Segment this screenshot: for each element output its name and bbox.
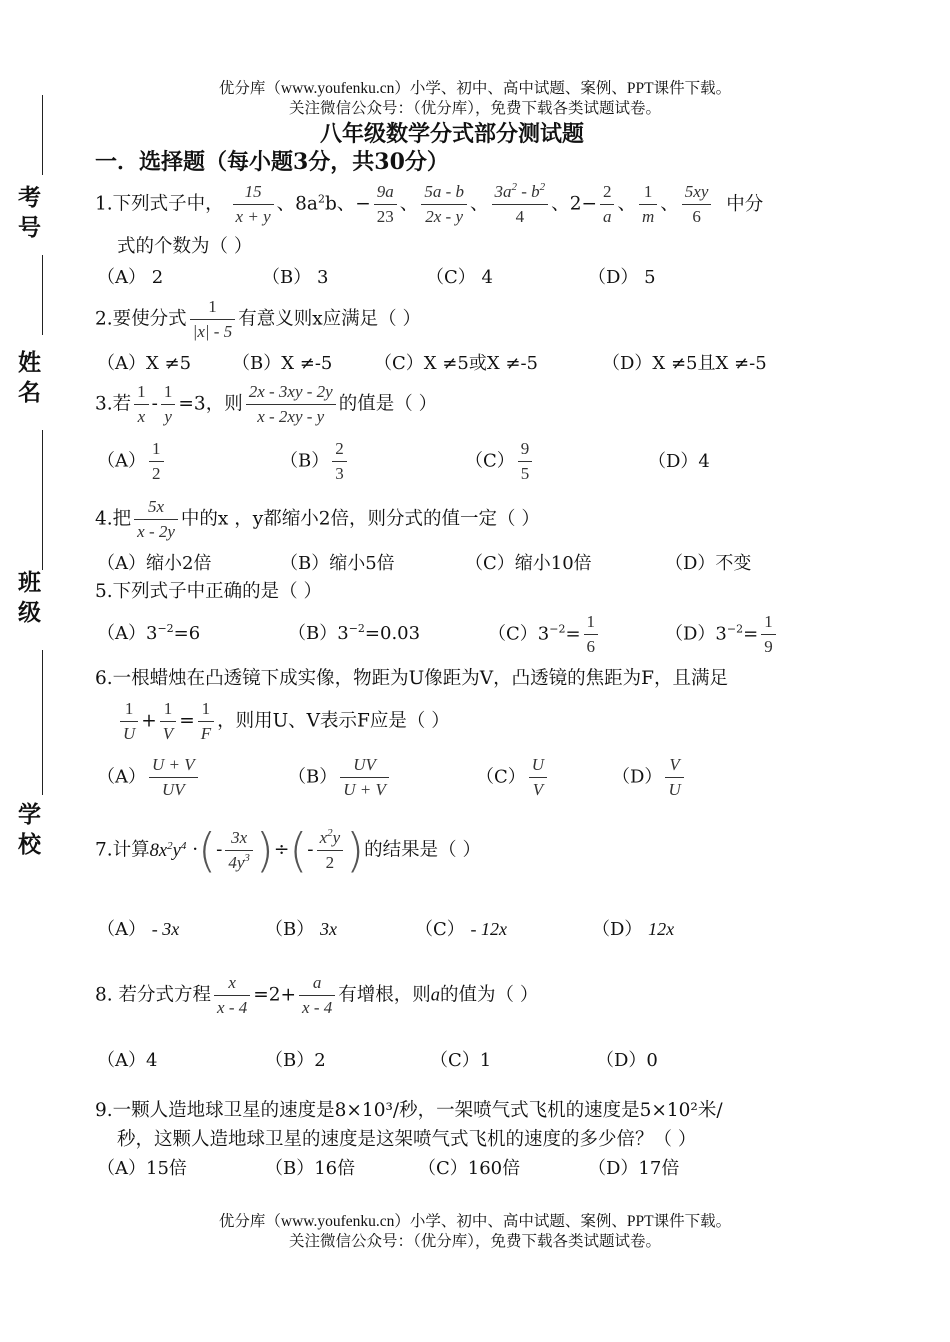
question-6: 6.一根蜡烛在凸透镜下成实像，物距为U像距为V，凸透镜的焦距为F，且满足 — [95, 668, 728, 689]
option-a: （A）X ≠5 — [97, 353, 192, 374]
option-a: （A） $\frac{1}{2}$ — [97, 437, 167, 486]
fraction: $\frac{1}{|x| - 5}$ — [190, 295, 236, 344]
fraction: $\frac{15}{x + y}$ — [233, 180, 274, 229]
option-b: （B） $\frac{UV}{U + V}$ — [288, 753, 392, 802]
option-a: （A）缩小2倍 — [97, 553, 212, 574]
option-d: （D）0 — [596, 1050, 658, 1071]
binding-line — [42, 95, 43, 175]
option-a: （A） - 3x — [97, 919, 180, 940]
binding-line — [42, 650, 43, 795]
option-c: （C）1 — [430, 1050, 492, 1071]
fraction: $\frac{5xy}{6}$ — [682, 180, 712, 229]
option-c: （C） 4 — [426, 267, 493, 288]
option-c: （C） - 12x — [415, 919, 507, 940]
option-d: （D）X ≠5且X ≠-5 — [602, 353, 767, 374]
footer-line-2: 关注微信公众号：（优分库），免费下载各类试题试卷。 — [288, 1233, 661, 1250]
option-b: （B） 3 — [262, 267, 329, 288]
fraction: $\frac{x}{x - 4}$ — [214, 971, 250, 1020]
section-heading: 一．选择题（每小题3分，共30分） — [95, 149, 449, 175]
option-d: $(D)3^{-2}=$ $\frac{1}{9}$ — [665, 610, 779, 659]
binding-line — [42, 430, 43, 570]
fraction: $\frac{2}{a}$ — [600, 180, 615, 229]
question-2: 2.要使分式 $\frac{1}{|x| - 5}$ 有意义则x应满足（ ） — [95, 295, 421, 344]
fraction: $\frac{1}{U}$ — [120, 697, 138, 746]
footer-line-1: 优分库（www.youfenku.cn）小学、初中、高中试题、案例、PPT课件下载。 — [218, 1213, 732, 1230]
option-a: （A）15倍 — [97, 1158, 187, 1179]
option-b: （B）16倍 — [265, 1158, 356, 1179]
fraction: $\frac{x^2y}{2}$ — [317, 826, 344, 875]
fraction: $\frac{1}{x}$ — [134, 380, 149, 429]
option-c: （C）缩小10倍 — [465, 553, 592, 574]
fraction: $\frac{1}{y}$ — [161, 380, 176, 429]
label-school: 学校 — [18, 802, 41, 858]
question-6-line-2: $\frac{1}{U}$ + $\frac{1}{V}$ = $\frac{1}{F}$ ，则用U、V表示F应是（ ） — [117, 697, 450, 746]
option-c: （C）160倍 — [418, 1158, 521, 1179]
fraction: $\frac{5x}{x - 2y}$ — [134, 495, 178, 544]
option-d: （D）17倍 — [588, 1158, 680, 1179]
option-b: $(B)3^{-2}=0.03$ — [288, 622, 421, 644]
fraction: $\frac{2x - 3xy - 2y}{x - 2xy - y}$ — [246, 380, 336, 429]
option-c: （C） $\frac{9}{5}$ — [465, 437, 535, 486]
option-b: （B） $\frac{2}{3}$ — [280, 437, 350, 486]
option-d: （D） 5 — [588, 267, 656, 288]
option-b: （B）X ≠-5 — [232, 353, 333, 374]
option-a: $(A)3^{-2}=6$ — [97, 622, 201, 644]
header-line-1: 优分库（www.youfenku.cn）小学、初中、高中试题、案例、PPT课件下载。 — [218, 80, 732, 97]
fraction: $\frac{3x}{4y^3}$ — [225, 826, 253, 875]
fraction: $\frac{1}{V}$ — [160, 697, 176, 746]
label-class: 班级 — [18, 570, 41, 626]
option-b: （B） 3x — [265, 919, 337, 940]
question-1-line-2: 式的个数为（ ） — [117, 236, 253, 257]
fraction: $\frac{3a^2 - b^2}{4}$ — [492, 180, 549, 229]
fraction: $\frac{9a}{23}$ — [374, 180, 397, 229]
option-d: （D）4 — [648, 451, 710, 472]
question-9-line-2: 秒，这颗人造地球卫星的速度是这架喷气式飞机的速度的多少倍？（ ） — [117, 1129, 697, 1150]
question-9: 9.一颗人造地球卫星的速度是8×10³/秒，一架喷气式飞机的速度是5×10²米/ — [95, 1100, 723, 1121]
option-c: $(C)3^{-2}=$ $\frac{1}{6}$ — [488, 610, 601, 659]
option-b: （B）缩小5倍 — [280, 553, 395, 574]
page-title: 八年级数学分式部分测试题 — [320, 121, 585, 147]
option-c: （C）X ≠5或X ≠-5 — [374, 353, 538, 374]
fraction: $\frac{1}{F}$ — [198, 697, 214, 746]
label-name: 姓名 — [18, 350, 41, 406]
question-5: 5.下列式子中正确的是（ ） — [95, 581, 323, 602]
fraction: $\frac{5a - b}{2x - y}$ — [421, 180, 467, 229]
question-4: 4.把 $\frac{5x}{x - 2y}$ 中的x ，y都缩小2倍，则分式的值一定（ ） — [95, 495, 540, 544]
binding-line — [42, 255, 43, 335]
question-3: 3.若 $\frac{1}{x}$ - $\frac{1}{y}$ =3，则 $\frac{2x - 3xy - 2y}{x - 2xy - y}$ 的值是（ ） — [95, 380, 437, 429]
header-line-2: 关注微信公众号：（优分库），免费下载各类试题试卷。 — [288, 100, 661, 117]
question-8: 8. 若分式方程 $\frac{x}{x - 4}$ =2+ $\frac{a}{x - 4}$ 有增根，则a的值为（ ） — [95, 971, 538, 1020]
option-b: （B）2 — [265, 1050, 326, 1071]
question-7: 7.计算$8x^2y^4$ ·(- $\frac{3x}{4y^3}$ )÷(- $\frac{x^2y}{2}$ )的结果是（ ） — [95, 823, 481, 878]
label-exam-number: 考号 — [18, 185, 41, 241]
option-d: （D）不变 — [665, 553, 752, 574]
option-d: （D） $\frac{V}{U}$ — [612, 753, 687, 802]
option-a: （A） 2 — [97, 267, 164, 288]
option-a: （A）4 — [97, 1050, 158, 1071]
option-d: （D） 12x — [592, 919, 675, 940]
question-1: 1.下列式子中， $\frac{15}{x + y}$ 、$8a^2b$、− $\frac{9a}{23}$ 、 $\frac{5a - b}{2x - y}$ 、 $\frac{3a^2 - b^2}{4}$ 、2− $\frac{2}{a}$ 、 $\frac{1}{m}$ 、 $\frac{5xy}{6}$ 中分 — [95, 180, 763, 229]
option-c: （C） $\frac{U}{V}$ — [476, 753, 550, 802]
option-a: （A） $\frac{U + V}{UV}$ — [97, 753, 201, 802]
fraction: $\frac{1}{m}$ — [639, 180, 657, 229]
fraction: $\frac{a}{x - 4}$ — [299, 971, 335, 1020]
